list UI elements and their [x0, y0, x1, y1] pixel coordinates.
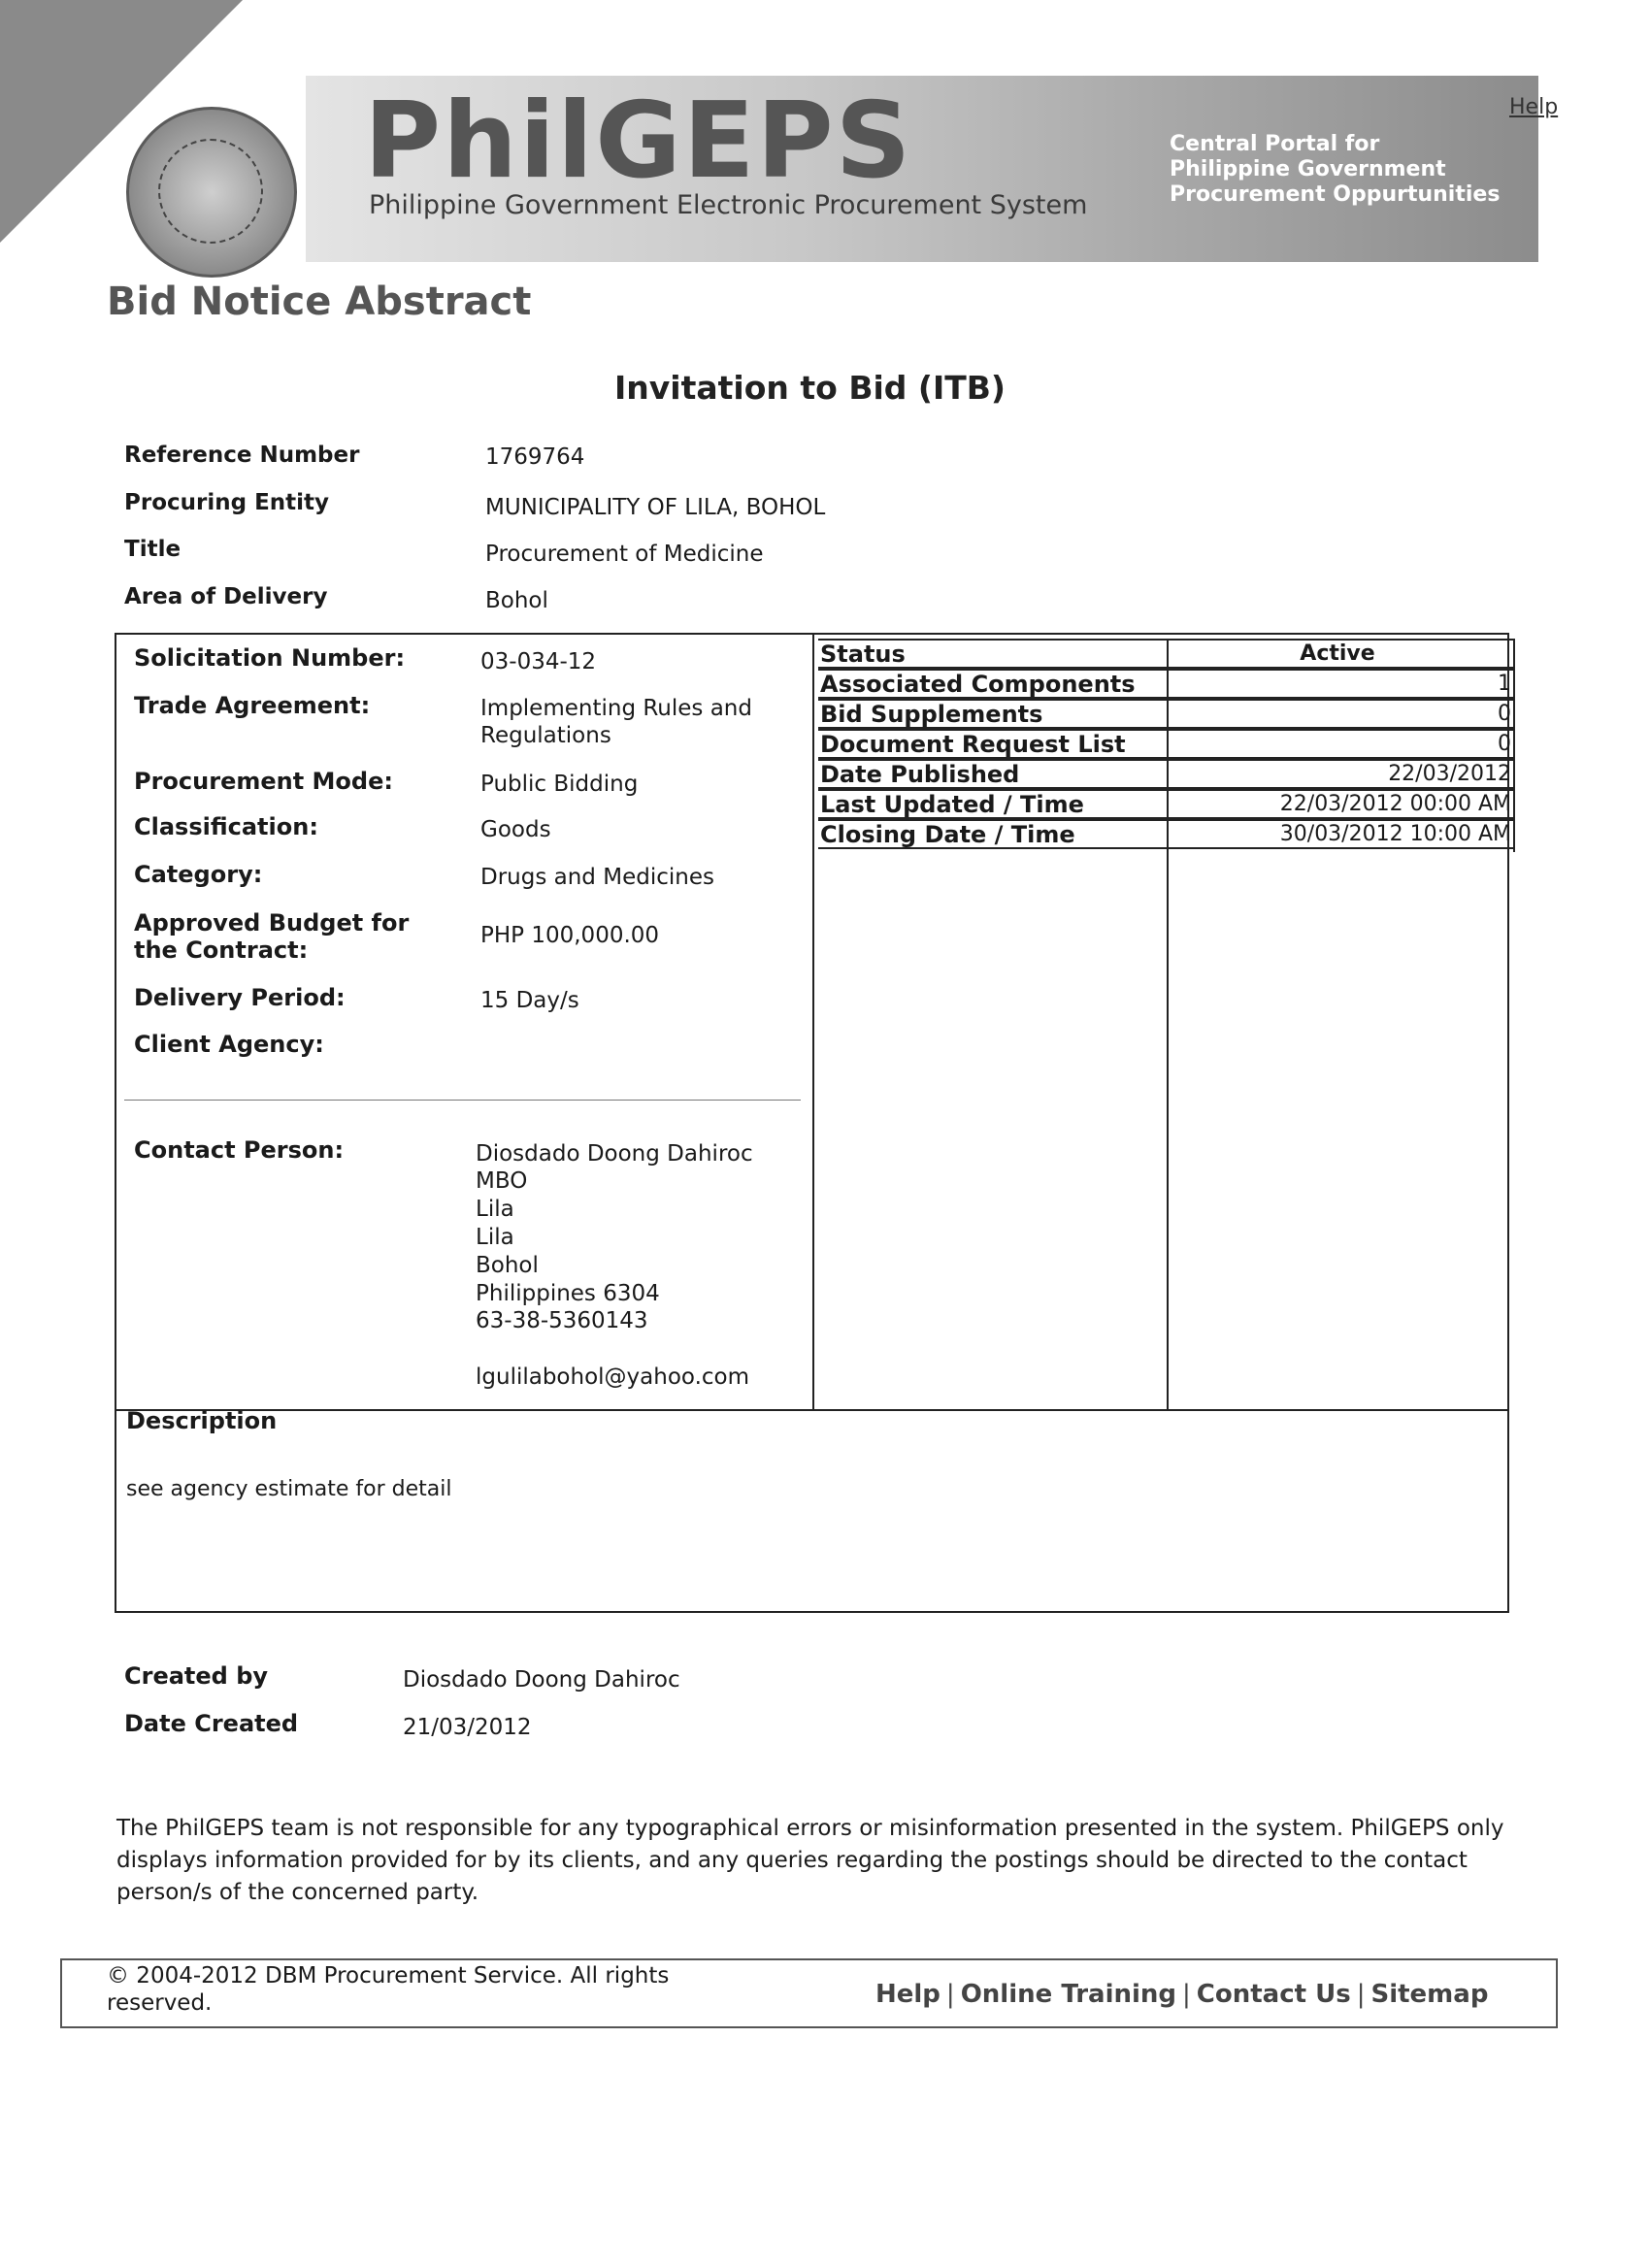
footer-separator: |: [1182, 1980, 1191, 2009]
last-updated-value: 22/03/2012 00:00 AM: [1279, 792, 1511, 816]
bid-supplements-label: Bid Supplements: [820, 701, 1043, 728]
procuring-entity-value: MUNICIPALITY OF LILA, BOHOL: [485, 495, 826, 520]
date-published-value: 22/03/2012: [1388, 762, 1511, 786]
contact-phone: 63-38-5360143: [476, 1308, 648, 1333]
footer-contact-us-link[interactable]: Contact Us: [1196, 1980, 1351, 2009]
footer-sitemap-link[interactable]: Sitemap: [1370, 1980, 1489, 2009]
contact-divider: [124, 1100, 801, 1101]
solicitation-number-value: 03-034-12: [480, 649, 597, 674]
date-published-label: Date Published: [820, 761, 1020, 788]
associated-components-label: Associated Components: [820, 671, 1136, 698]
contact-name: Diosdado Doong Dahiroc: [476, 1141, 753, 1167]
approved-budget-label-line2: the Contract:: [134, 937, 309, 964]
document-request-value: 0: [1498, 732, 1511, 756]
brand-subtitle: Philippine Government Electronic Procurement System: [369, 190, 1088, 220]
document-request-label: Document Request List: [820, 731, 1126, 758]
last-updated-row: [818, 789, 1515, 819]
procuring-entity-label: Procuring Entity: [124, 490, 330, 515]
date-published-row: [818, 759, 1515, 789]
description-text: see agency estimate for detail: [126, 1477, 452, 1501]
procurement-mode-value: Public Bidding: [480, 772, 639, 797]
associated-components-row: [818, 669, 1515, 699]
description-divider: [115, 1409, 1509, 1411]
column-divider: [812, 633, 814, 1409]
contact-address-line2: Lila: [476, 1225, 514, 1250]
contact-country: Philippines 6304: [476, 1281, 660, 1306]
philgeps-seal-logo: [126, 107, 297, 278]
area-of-delivery-value: Bohol: [485, 588, 548, 613]
created-by-value: Diosdado Doong Dahiroc: [403, 1667, 680, 1693]
bid-supplements-value: 0: [1498, 702, 1511, 726]
delivery-period-value: 15 Day/s: [480, 988, 579, 1013]
seal-ring: [158, 139, 263, 244]
category-label: Category:: [134, 861, 263, 888]
approved-budget-value: PHP 100,000.00: [480, 923, 660, 948]
brand-name: PhilGEPS: [364, 81, 913, 202]
contact-person-label: Contact Person:: [134, 1136, 345, 1164]
footer-separator: |: [945, 1980, 955, 2009]
footer-links: [875, 1980, 1488, 2009]
contact-position: MBO: [476, 1168, 528, 1194]
date-created-value: 21/03/2012: [403, 1715, 532, 1740]
footer-separator: |: [1356, 1980, 1366, 2009]
footer-online-training-link[interactable]: Online Training: [960, 1980, 1177, 2009]
portal-line-2: Philippine Government: [1170, 157, 1446, 181]
associated-components-value: 1: [1498, 672, 1511, 696]
portal-line-3: Procurement Oppurtunities: [1170, 182, 1501, 207]
title-value: Procurement of Medicine: [485, 542, 764, 567]
page-title: Bid Notice Abstract: [107, 279, 532, 324]
disclaimer-text: The PhilGEPS team is not responsible for any typographical errors or misinformation presented in the system. PhilGEPS only displays information provided for by its clients, and any queries regarding the postings should be directed to the contact person/s of the concerned party.: [116, 1816, 1504, 1905]
procurement-mode-label: Procurement Mode:: [134, 768, 393, 795]
contact-province: Bohol: [476, 1253, 539, 1278]
client-agency-label: Client Agency:: [134, 1031, 324, 1058]
closing-date-row: [818, 819, 1515, 849]
status-value: Active: [1300, 641, 1375, 666]
footer-help-link[interactable]: Help: [875, 1980, 940, 2009]
portal-line-1: Central Portal for: [1170, 132, 1380, 156]
created-by-label: Created by: [124, 1662, 269, 1690]
trade-agreement-value-line1: Implementing Rules and: [480, 696, 752, 721]
approved-budget-label-line1: Approved Budget for: [134, 909, 410, 937]
classification-value: Goods: [480, 817, 551, 842]
title-label: Title: [124, 537, 182, 562]
bid-supplements-row: [818, 699, 1515, 729]
status-label: Status: [820, 641, 906, 668]
closing-date-value: 30/03/2012 10:00 AM: [1279, 822, 1511, 846]
contact-email: lgulilabohol@yahoo.com: [476, 1364, 749, 1390]
category-value: Drugs and Medicines: [480, 865, 714, 890]
date-created-label: Date Created: [124, 1710, 299, 1737]
trade-agreement-label: Trade Agreement:: [134, 692, 371, 719]
document-request-row: [818, 729, 1515, 759]
last-updated-label: Last Updated / Time: [820, 791, 1084, 818]
reference-number-label: Reference Number: [124, 443, 360, 468]
contact-address-line1: Lila: [476, 1197, 514, 1222]
solicitation-number-label: Solicitation Number:: [134, 644, 406, 672]
delivery-period-label: Delivery Period:: [134, 984, 346, 1011]
trade-agreement-value-line2: Regulations: [480, 723, 611, 748]
document-heading: Invitation to Bid (ITB): [614, 369, 1006, 407]
reference-number-value: 1769764: [485, 444, 585, 470]
classification-label: Classification:: [134, 813, 318, 840]
area-of-delivery-label: Area of Delivery: [124, 584, 328, 609]
closing-date-label: Closing Date / Time: [820, 821, 1075, 848]
status-row: [818, 639, 1515, 669]
help-link[interactable]: Help: [1509, 95, 1559, 119]
copyright-text: © 2004-2012 DBM Procurement Service. All rights reserved.: [107, 1963, 670, 2016]
description-label: Description: [126, 1407, 278, 1434]
